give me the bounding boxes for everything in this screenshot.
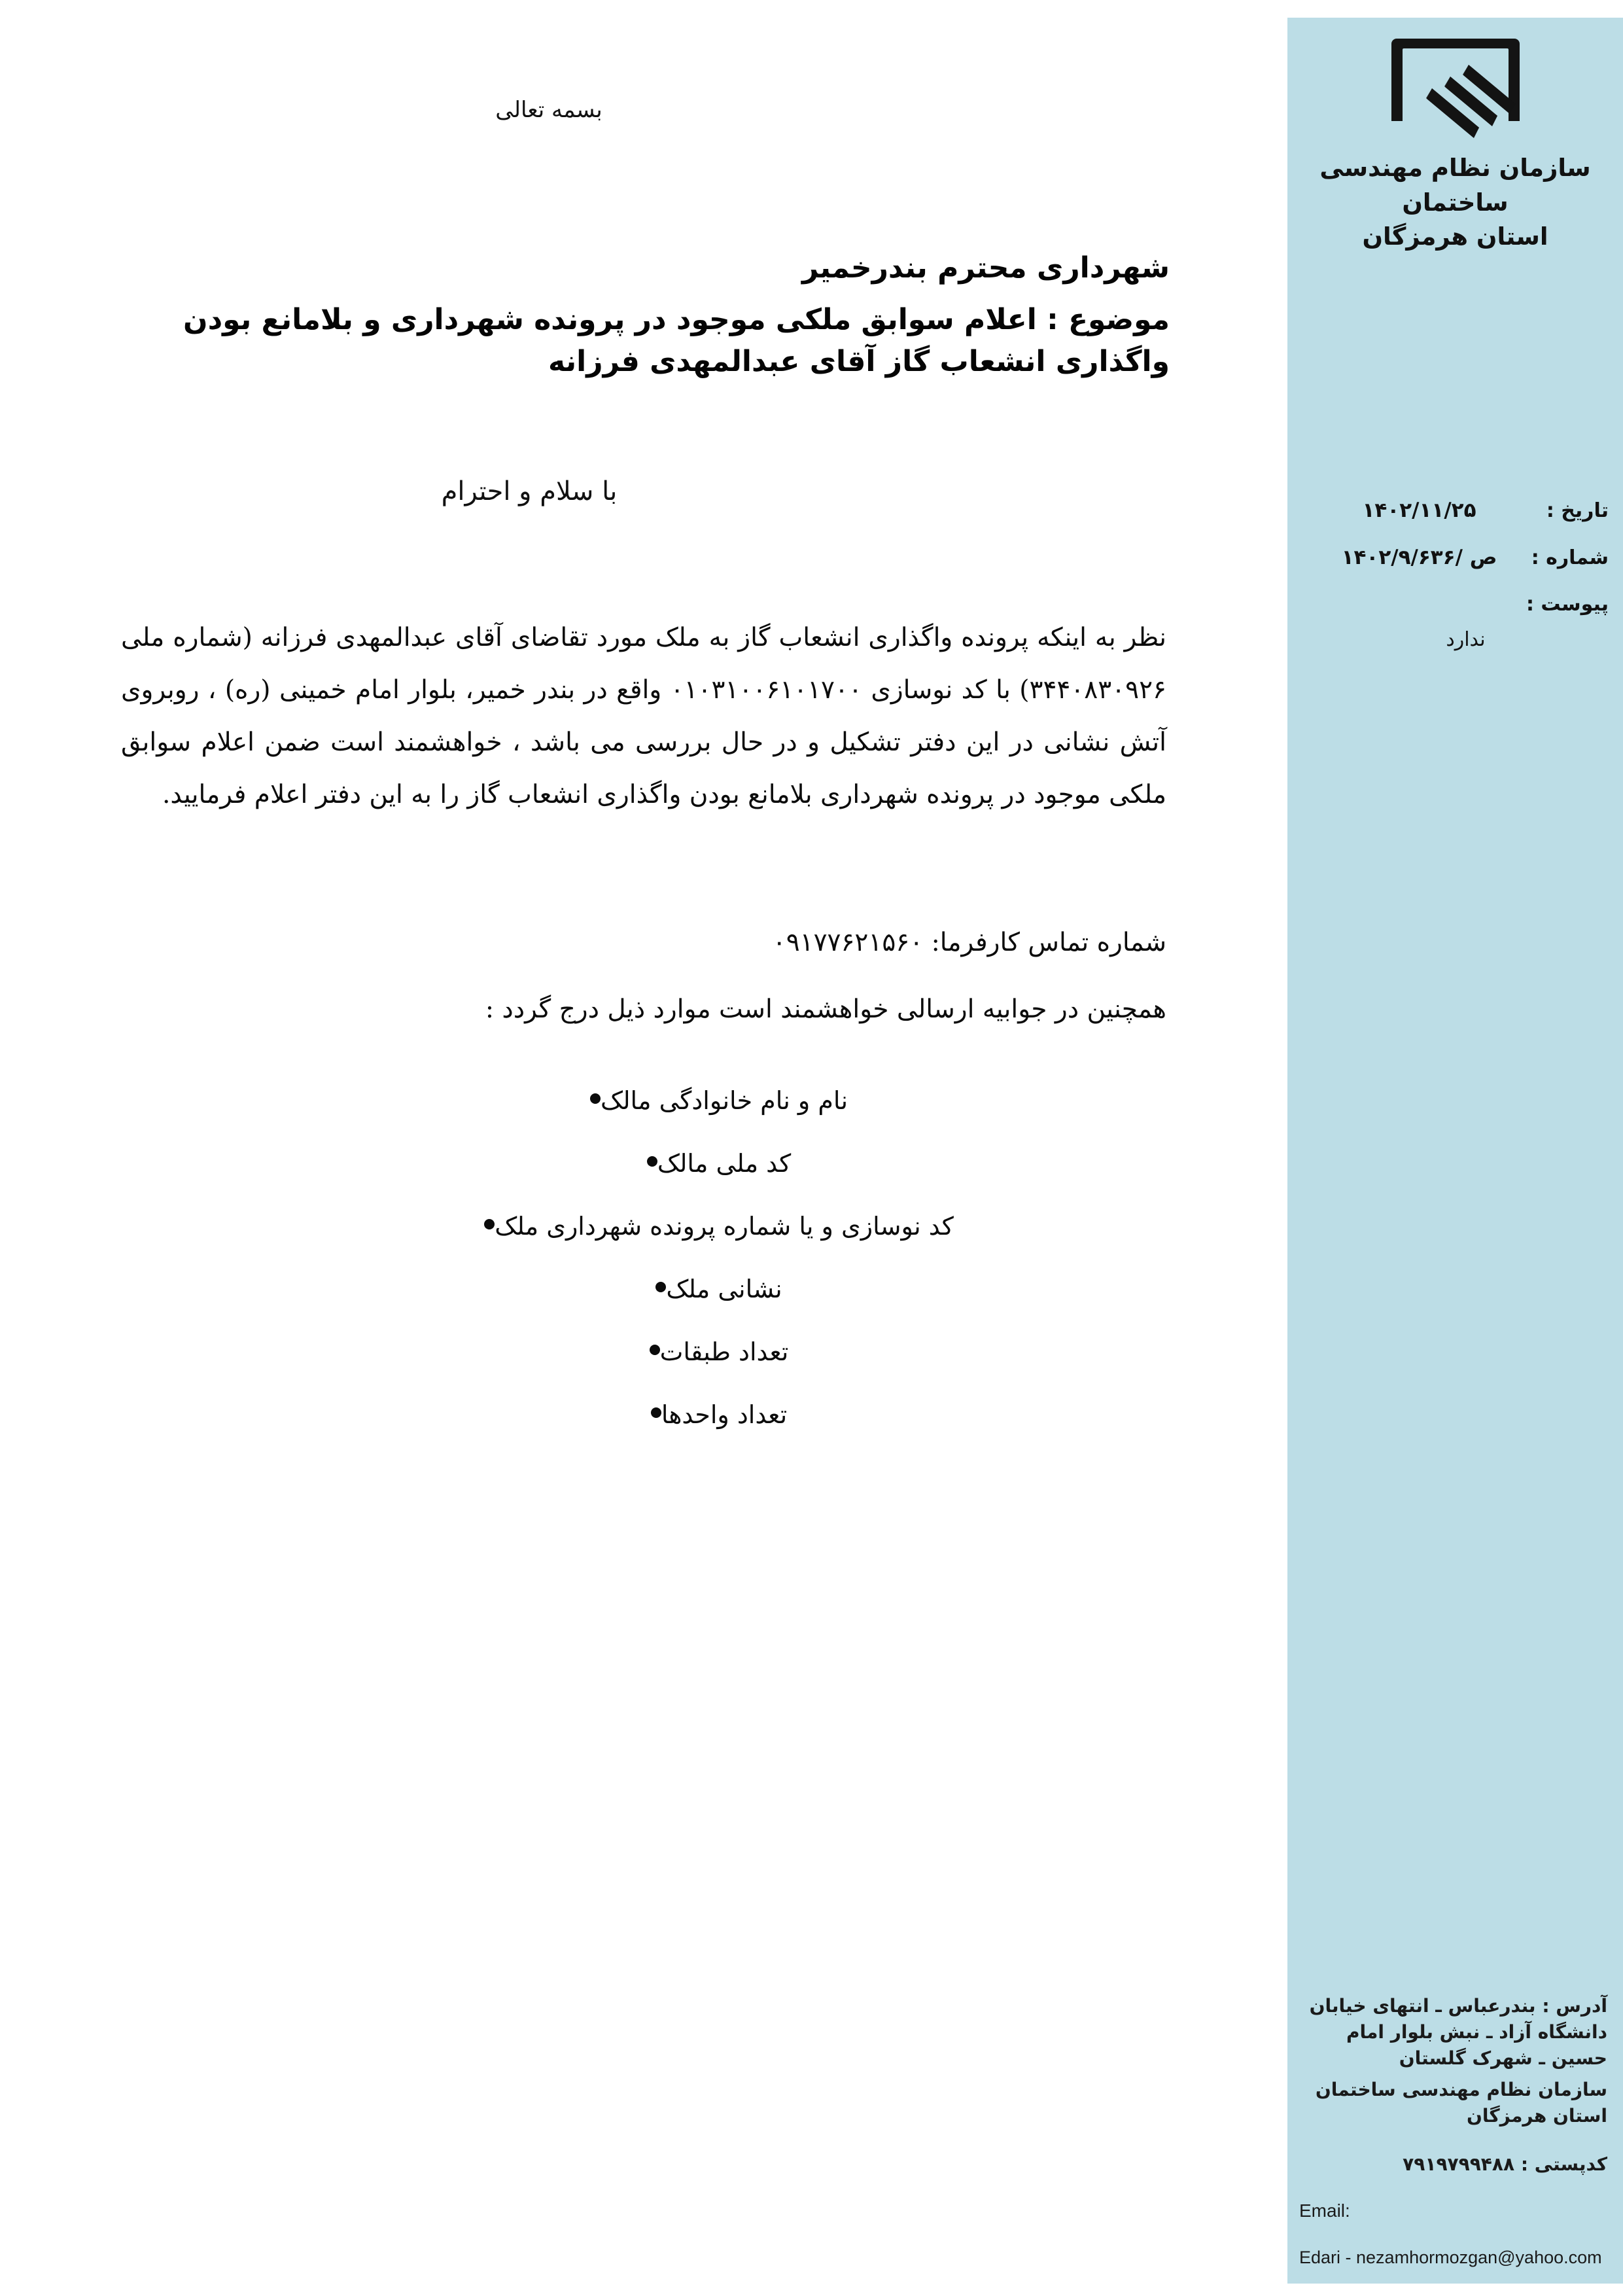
employer-contact-line [121, 928, 1166, 957]
list-item-label: کد نوسازی و یا شماره پرونده شهرداری ملک [495, 1212, 954, 1241]
footer-email-address[interactable]: Edari - nezamhormozgan@yahoo.com [1299, 2248, 1602, 2267]
list-item-label: کد ملی مالک [657, 1149, 792, 1178]
bullet-dot-icon [590, 1093, 601, 1104]
number-label: شماره : [1531, 546, 1609, 569]
date-label: تاریخ : [1546, 499, 1609, 522]
bullet-dot-icon [647, 1156, 657, 1167]
bullet-dot-icon [655, 1282, 666, 1292]
contact-phone-number: ۰۹۱۷۷۶۲۱۵۶۰ [772, 928, 924, 957]
bullet-dot-icon [650, 1345, 660, 1355]
list-item [121, 1149, 1166, 1178]
metadata-row-attachment [1307, 593, 1609, 622]
metadata-row-date [1307, 499, 1609, 527]
date-value: ۱۴۰۲/۱۱/۲۵ [1362, 499, 1476, 522]
list-item-label: تعداد طبقات [659, 1337, 789, 1366]
attachment-value: ندارد [1446, 628, 1486, 651]
organization-logo-block [1287, 31, 1623, 255]
number-value: ص /۱۴۰۲/۹/۶۳۶ [1341, 546, 1497, 569]
organization-name-line-1: سازمان نظام مهندسی ساختمان [1319, 154, 1591, 217]
recipient-and-subject-block [124, 249, 1170, 383]
followup-request-line: همچنین در جوابیه ارسالی خواهشمند است موارد ذیل درج گردد : [485, 995, 1166, 1024]
attachment-label: پیوست : [1526, 593, 1609, 616]
list-item-label: نام و نام خانوادگی مالک [600, 1086, 848, 1115]
letterhead-footer-block [1287, 1993, 1623, 2268]
list-item-label: نشانی ملک [666, 1275, 782, 1303]
contact-label: شماره تماس کارفرما: [931, 928, 1166, 957]
list-item [121, 1275, 1166, 1303]
list-item [121, 1086, 1166, 1115]
list-item [121, 1212, 1166, 1241]
list-item-label: تعداد واحدها [661, 1400, 788, 1429]
organization-name-line-2: استان هرمزگان [1362, 222, 1548, 251]
footer-org-line-1: سازمان نظام مهندسی ساختمان [1315, 2078, 1607, 2100]
footer-postal-code: کدپستی : ۷۹۱۹۷۹۹۴۸۸ [1403, 2153, 1607, 2176]
subject-line: موضوع : اعلام سوابق ملکی موجود در پرونده شهرداری و بلامانع بودن واگذاری انشعاب گاز آقای عبدالمهدی فرزانه [183, 303, 1170, 379]
footer-org-line-2: استان هرمزگان [1466, 2104, 1607, 2127]
requested-items-list [121, 1086, 1166, 1463]
bullet-dot-icon [484, 1219, 495, 1229]
building-engineering-logo-icon [1385, 31, 1526, 142]
metadata-row-number [1307, 546, 1609, 574]
bullet-dot-icon [651, 1407, 661, 1418]
basmala-text: بسمه تعالی [495, 97, 602, 123]
recipient-line: شهرداری محترم بندرخمیر [802, 251, 1170, 285]
footer-email-label: Email: [1299, 2200, 1350, 2221]
list-item [121, 1337, 1166, 1366]
letter-main-paragraph: نظر به اینکه پرونده واگذاری انشعاب گاز به ملک مورد تقاضای آقای عبدالمهدی فرزانه (شماره ملی ۳۴۴۰۸۳۰۹۲۶) با کد نوسازی ۰۱۰۳۱۰۰۶۱۰۱۷۰۰ واقع در بندر خمیر، بلوار امام خمینی (ره) ، روبروی آتش نشانی در این دفتر تشکیل و در حال بررسی می باشد ، خواهشمند است ضمن اعلام سوابق ملکی موجود در پرونده شهرداری بلامانع بودن واگذاری انشعاب گاز را به این دفتر اعلام فرمایید. [121, 623, 1167, 809]
greeting-line: با سلام و احترام [441, 476, 618, 506]
footer-address: آدرس : بندرعباس ـ انتهای خیابان دانشگاه آزاد ـ نبش بلوار امام حسین ـ شهرک گلستان [1309, 1994, 1607, 2069]
list-item [121, 1400, 1166, 1429]
letterhead-sidebar [1287, 18, 1623, 2284]
letter-metadata-block [1287, 499, 1623, 651]
